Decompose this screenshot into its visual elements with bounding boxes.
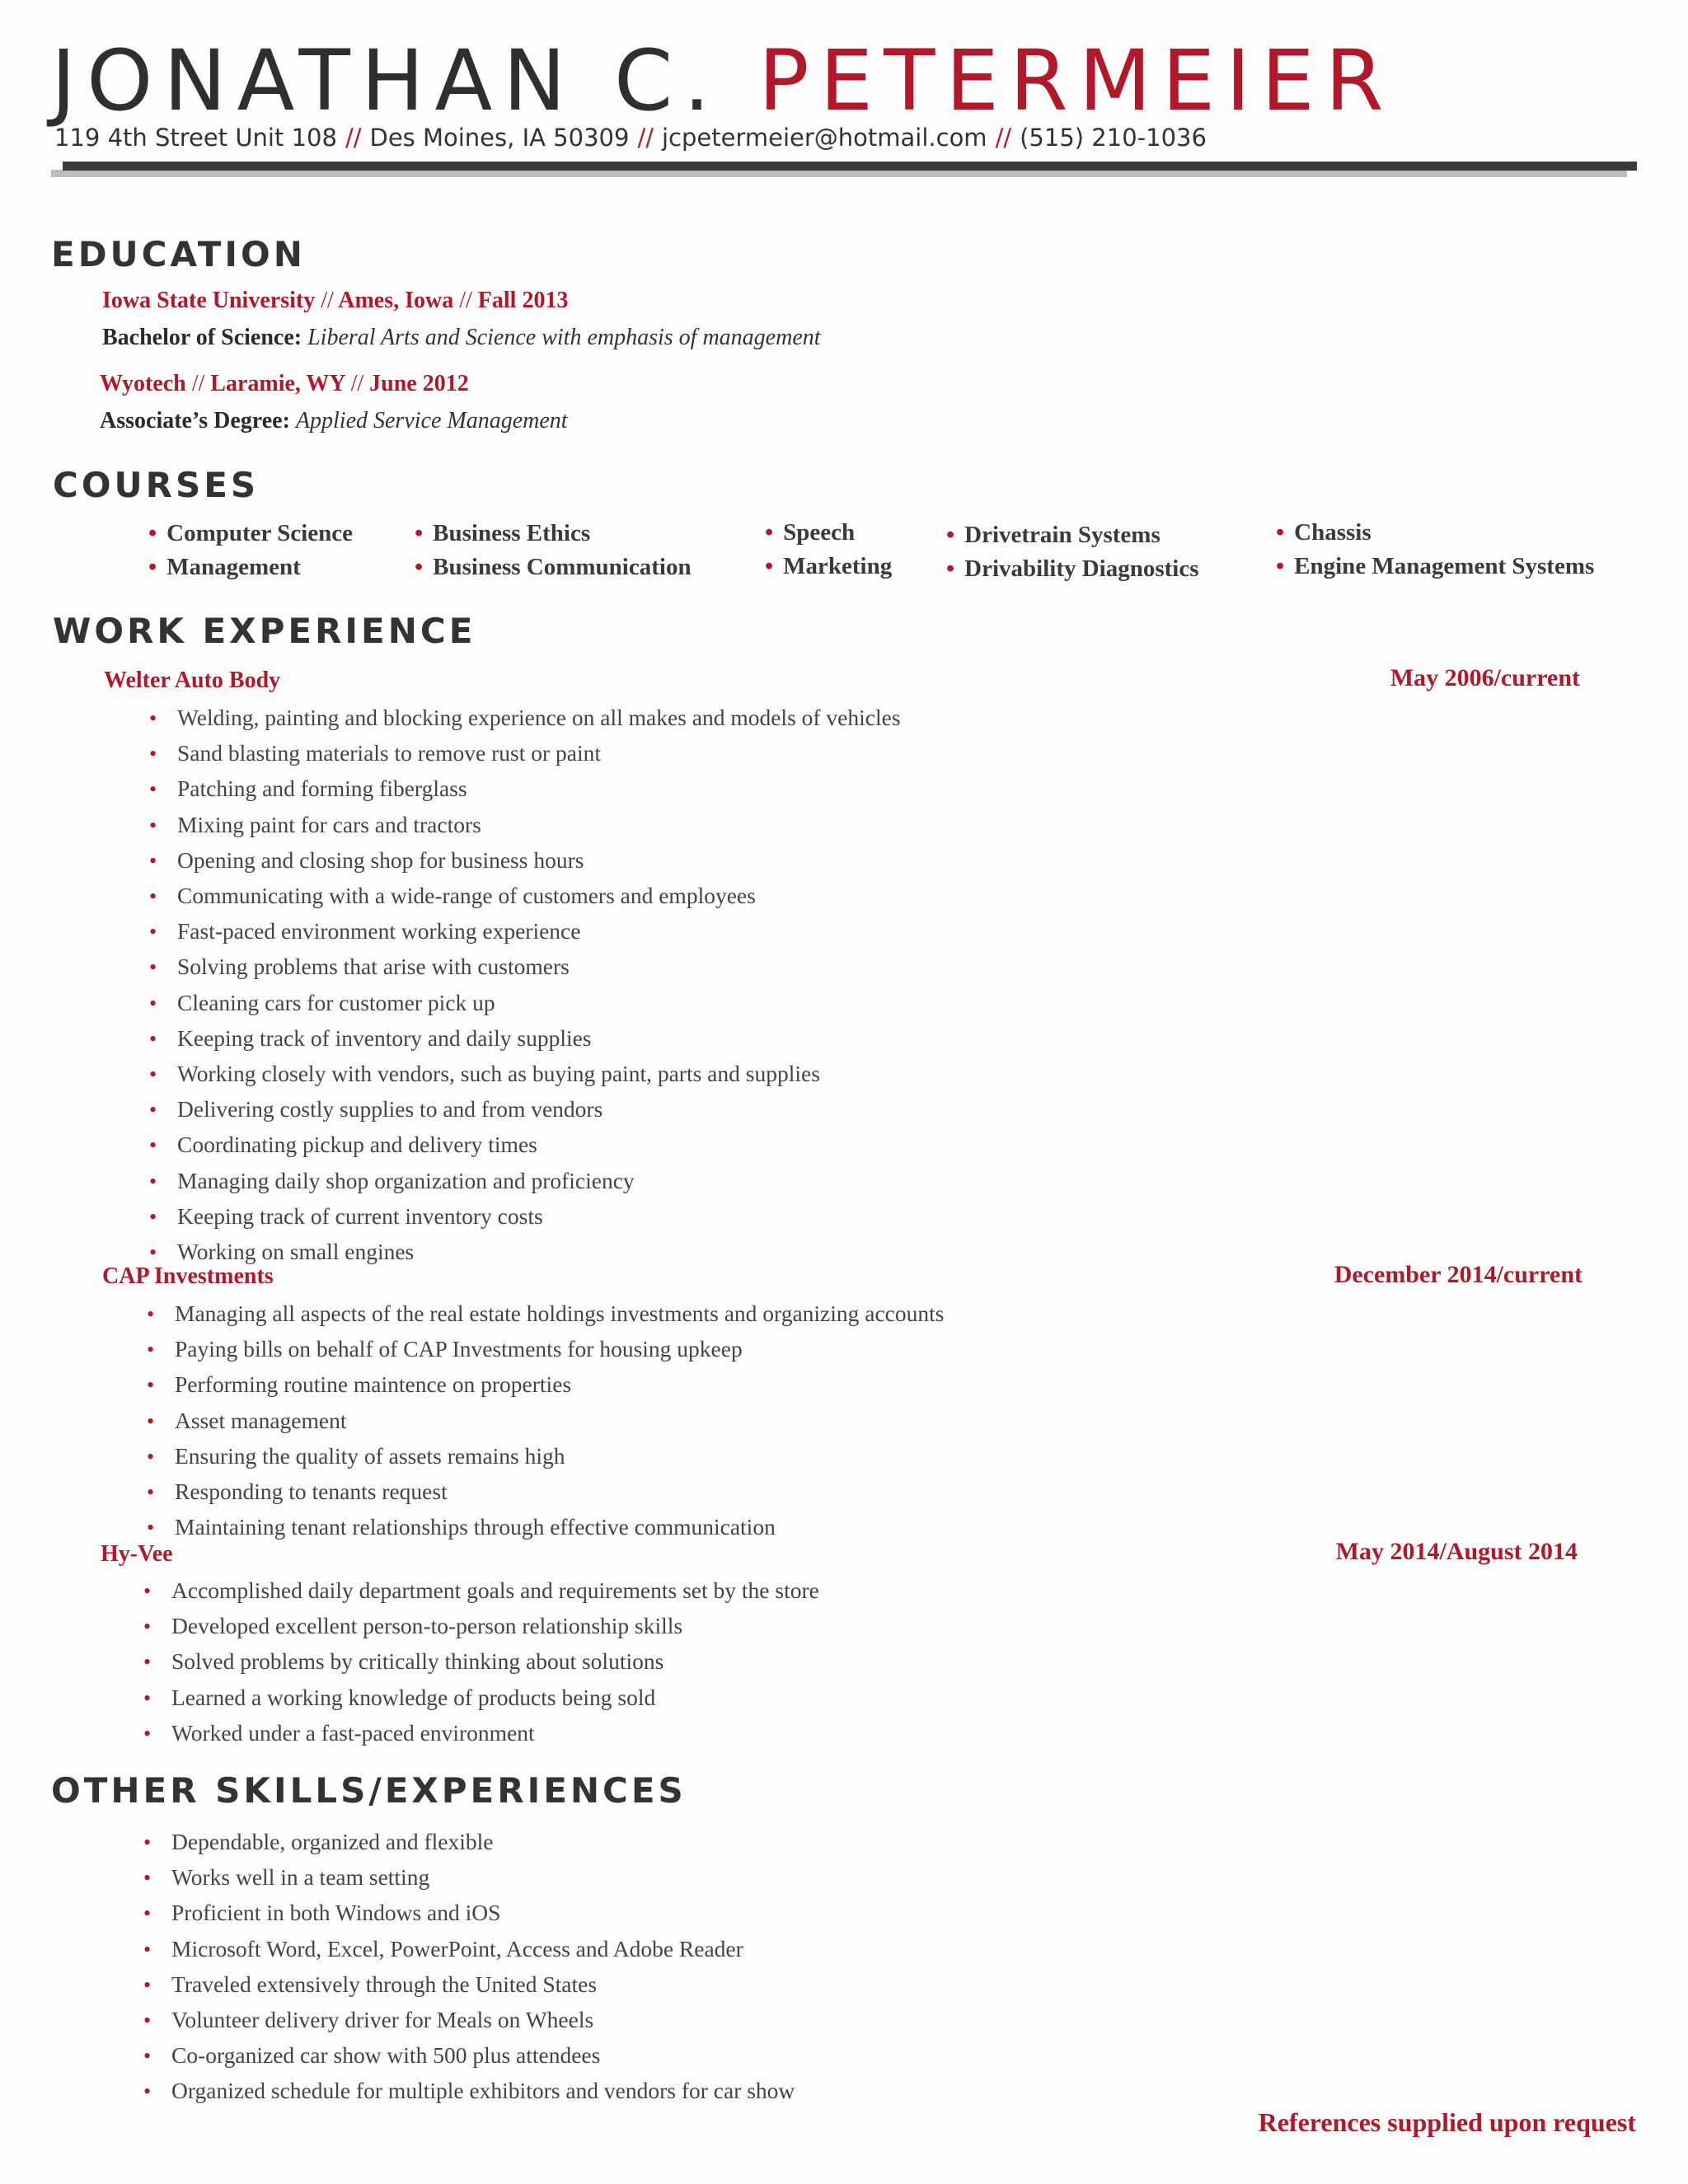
list-item: • Keeping track of current inventory costs <box>149 1199 901 1235</box>
course-item: • Management <box>148 554 301 580</box>
courses-heading: COURSES <box>53 465 260 505</box>
course-item: • Engine Management Systems <box>1276 553 1595 579</box>
course-item: • Business Communication <box>415 554 692 580</box>
courses-column-1 <box>148 517 353 584</box>
list-item: • Proficient in both Windows and iOS <box>143 1896 795 1931</box>
courses-column-3 <box>765 516 892 583</box>
school-date: Fall 2013 <box>477 288 569 313</box>
list-item: • Delivering costly supplies to and from vendors <box>149 1092 901 1127</box>
last-name: PETERMEIER <box>758 32 1395 130</box>
list-item: • Asset management <box>147 1404 944 1439</box>
list-item: • Ensuring the quality of assets remains high <box>147 1439 944 1474</box>
separator: // <box>345 124 362 152</box>
resume-name <box>51 32 1395 130</box>
degree-detail: Liberal Arts and Science with emphasis of management <box>307 325 821 350</box>
list-item: • Learned a working knowledge of products being sold <box>143 1680 819 1716</box>
list-item: • Dependable, organized and flexible <box>143 1825 795 1860</box>
job-bullets <box>143 1573 819 1751</box>
course-item: • Drivability Diagnostics <box>946 555 1199 582</box>
list-item: • Mixing paint for cars and tractors <box>149 808 901 843</box>
degree-detail: Applied Service Management <box>295 408 568 434</box>
degree-label: Bachelor of Science: <box>102 325 302 350</box>
list-item: • Welding, painting and blocking experience on all makes and models of vehicles <box>149 701 901 736</box>
header-rule-dark <box>63 162 1637 171</box>
education-entry-1-degree <box>102 325 821 351</box>
list-item: • Worked under a fast-paced environment <box>143 1716 819 1751</box>
job-company: Hy-Vee <box>101 1541 173 1567</box>
list-item: • Solving problems that arise with customers <box>149 949 901 985</box>
job-dates: May 2006/current <box>1390 664 1580 691</box>
school-name: Iowa State University <box>102 288 316 313</box>
list-item: • Accomplished daily department goals and requirements set by the store <box>143 1573 819 1609</box>
school-date: June 2012 <box>369 371 469 396</box>
job-dates: May 2014/August 2014 <box>1335 1538 1578 1565</box>
list-item: • Cleaning cars for customer pick up <box>149 986 901 1021</box>
address: 119 4th Street Unit 108 <box>54 124 337 152</box>
courses-column-2 <box>415 517 692 584</box>
email: jcpetermeier@hotmail.com <box>661 124 987 152</box>
list-item: • Organized schedule for multiple exhibitors and vendors for car show <box>143 2074 795 2109</box>
course-item: • Speech <box>765 519 856 546</box>
list-item: • Performing routine maintence on properties <box>147 1367 944 1403</box>
courses-column-5 <box>1276 516 1594 583</box>
job-company: Welter Auto Body <box>104 668 281 693</box>
list-item: • Paying bills on behalf of CAP Investments for housing upkeep <box>147 1332 944 1367</box>
list-item: • Developed excellent person-to-person relationship skills <box>143 1609 819 1644</box>
degree-label: Associate’s Degree: <box>100 408 290 434</box>
school-location: Ames, Iowa <box>338 288 454 313</box>
education-entry-2-title: Wyotech // Laramie, WY // June 2012 <box>100 371 469 396</box>
list-item: • Volunteer delivery driver for Meals on Wheels <box>143 2003 795 2038</box>
job-bullets <box>149 701 901 1270</box>
separator: // <box>995 124 1012 152</box>
contact-line <box>54 124 1207 152</box>
list-item: • Managing all aspects of the real estate holdings investments and organizing accounts <box>147 1296 944 1332</box>
list-item: • Managing daily shop organization and proficiency <box>149 1164 901 1199</box>
list-item: • Sand blasting materials to remove rust or paint <box>149 736 901 771</box>
job-company: CAP Investments <box>102 1263 274 1289</box>
list-item: • Traveled extensively through the United States <box>143 1967 795 2003</box>
list-item: • Works well in a team setting <box>143 1860 795 1896</box>
references-note: References supplied upon request <box>1258 2107 1636 2137</box>
education-entry-2-degree <box>100 408 568 434</box>
courses-column-4 <box>946 518 1199 586</box>
city: Des Moines, IA 50309 <box>369 124 630 152</box>
course-item: • Computer Science <box>148 520 353 546</box>
education-heading: EDUCATION <box>51 234 306 274</box>
school-location: Laramie, WY <box>210 371 345 396</box>
list-item: • Coordinating pickup and delivery times <box>149 1127 901 1163</box>
skills-heading: OTHER SKILLS/EXPERIENCES <box>51 1770 687 1811</box>
skills-bullets <box>143 1825 795 2110</box>
list-item: • Keeping track of inventory and daily supplies <box>149 1021 901 1057</box>
list-item: • Working on small engines <box>149 1235 901 1270</box>
job-dates: December 2014/current <box>1334 1261 1582 1288</box>
list-item: • Responding to tenants request <box>147 1474 944 1510</box>
header-rule-light <box>51 170 1627 177</box>
list-item: • Working closely with vendors, such as buying paint, parts and supplies <box>149 1057 901 1092</box>
phone: (515) 210-1036 <box>1020 124 1207 152</box>
education-entry-1-title: Iowa State University // Ames, Iowa // Fall 2013 <box>102 288 569 313</box>
list-item: • Solved problems by critically thinking about solutions <box>143 1644 819 1680</box>
list-item: • Microsoft Word, Excel, PowerPoint, Access and Adobe Reader <box>143 1932 795 1967</box>
course-item: • Business Ethics <box>415 520 591 546</box>
list-item: • Patching and forming fiberglass <box>149 771 901 807</box>
list-item: • Fast-paced environment working experience <box>149 914 901 949</box>
course-item: • Drivetrain Systems <box>946 522 1160 548</box>
course-item: • Marketing <box>765 553 893 579</box>
list-item: • Opening and closing shop for business hours <box>149 843 901 879</box>
work-experience-heading: WORK EXPERIENCE <box>53 611 476 651</box>
school-name: Wyotech <box>100 371 186 396</box>
course-item: • Chassis <box>1276 519 1372 546</box>
list-item: • Maintaining tenant relationships through effective communication <box>147 1510 944 1545</box>
list-item: • Co-organized car show with 500 plus attendees <box>143 2038 795 2074</box>
list-item: • Communicating with a wide-range of customers and employees <box>149 879 901 914</box>
job-bullets <box>147 1296 944 1545</box>
first-name: JONATHAN C. <box>51 32 721 130</box>
separator: // <box>637 124 654 152</box>
